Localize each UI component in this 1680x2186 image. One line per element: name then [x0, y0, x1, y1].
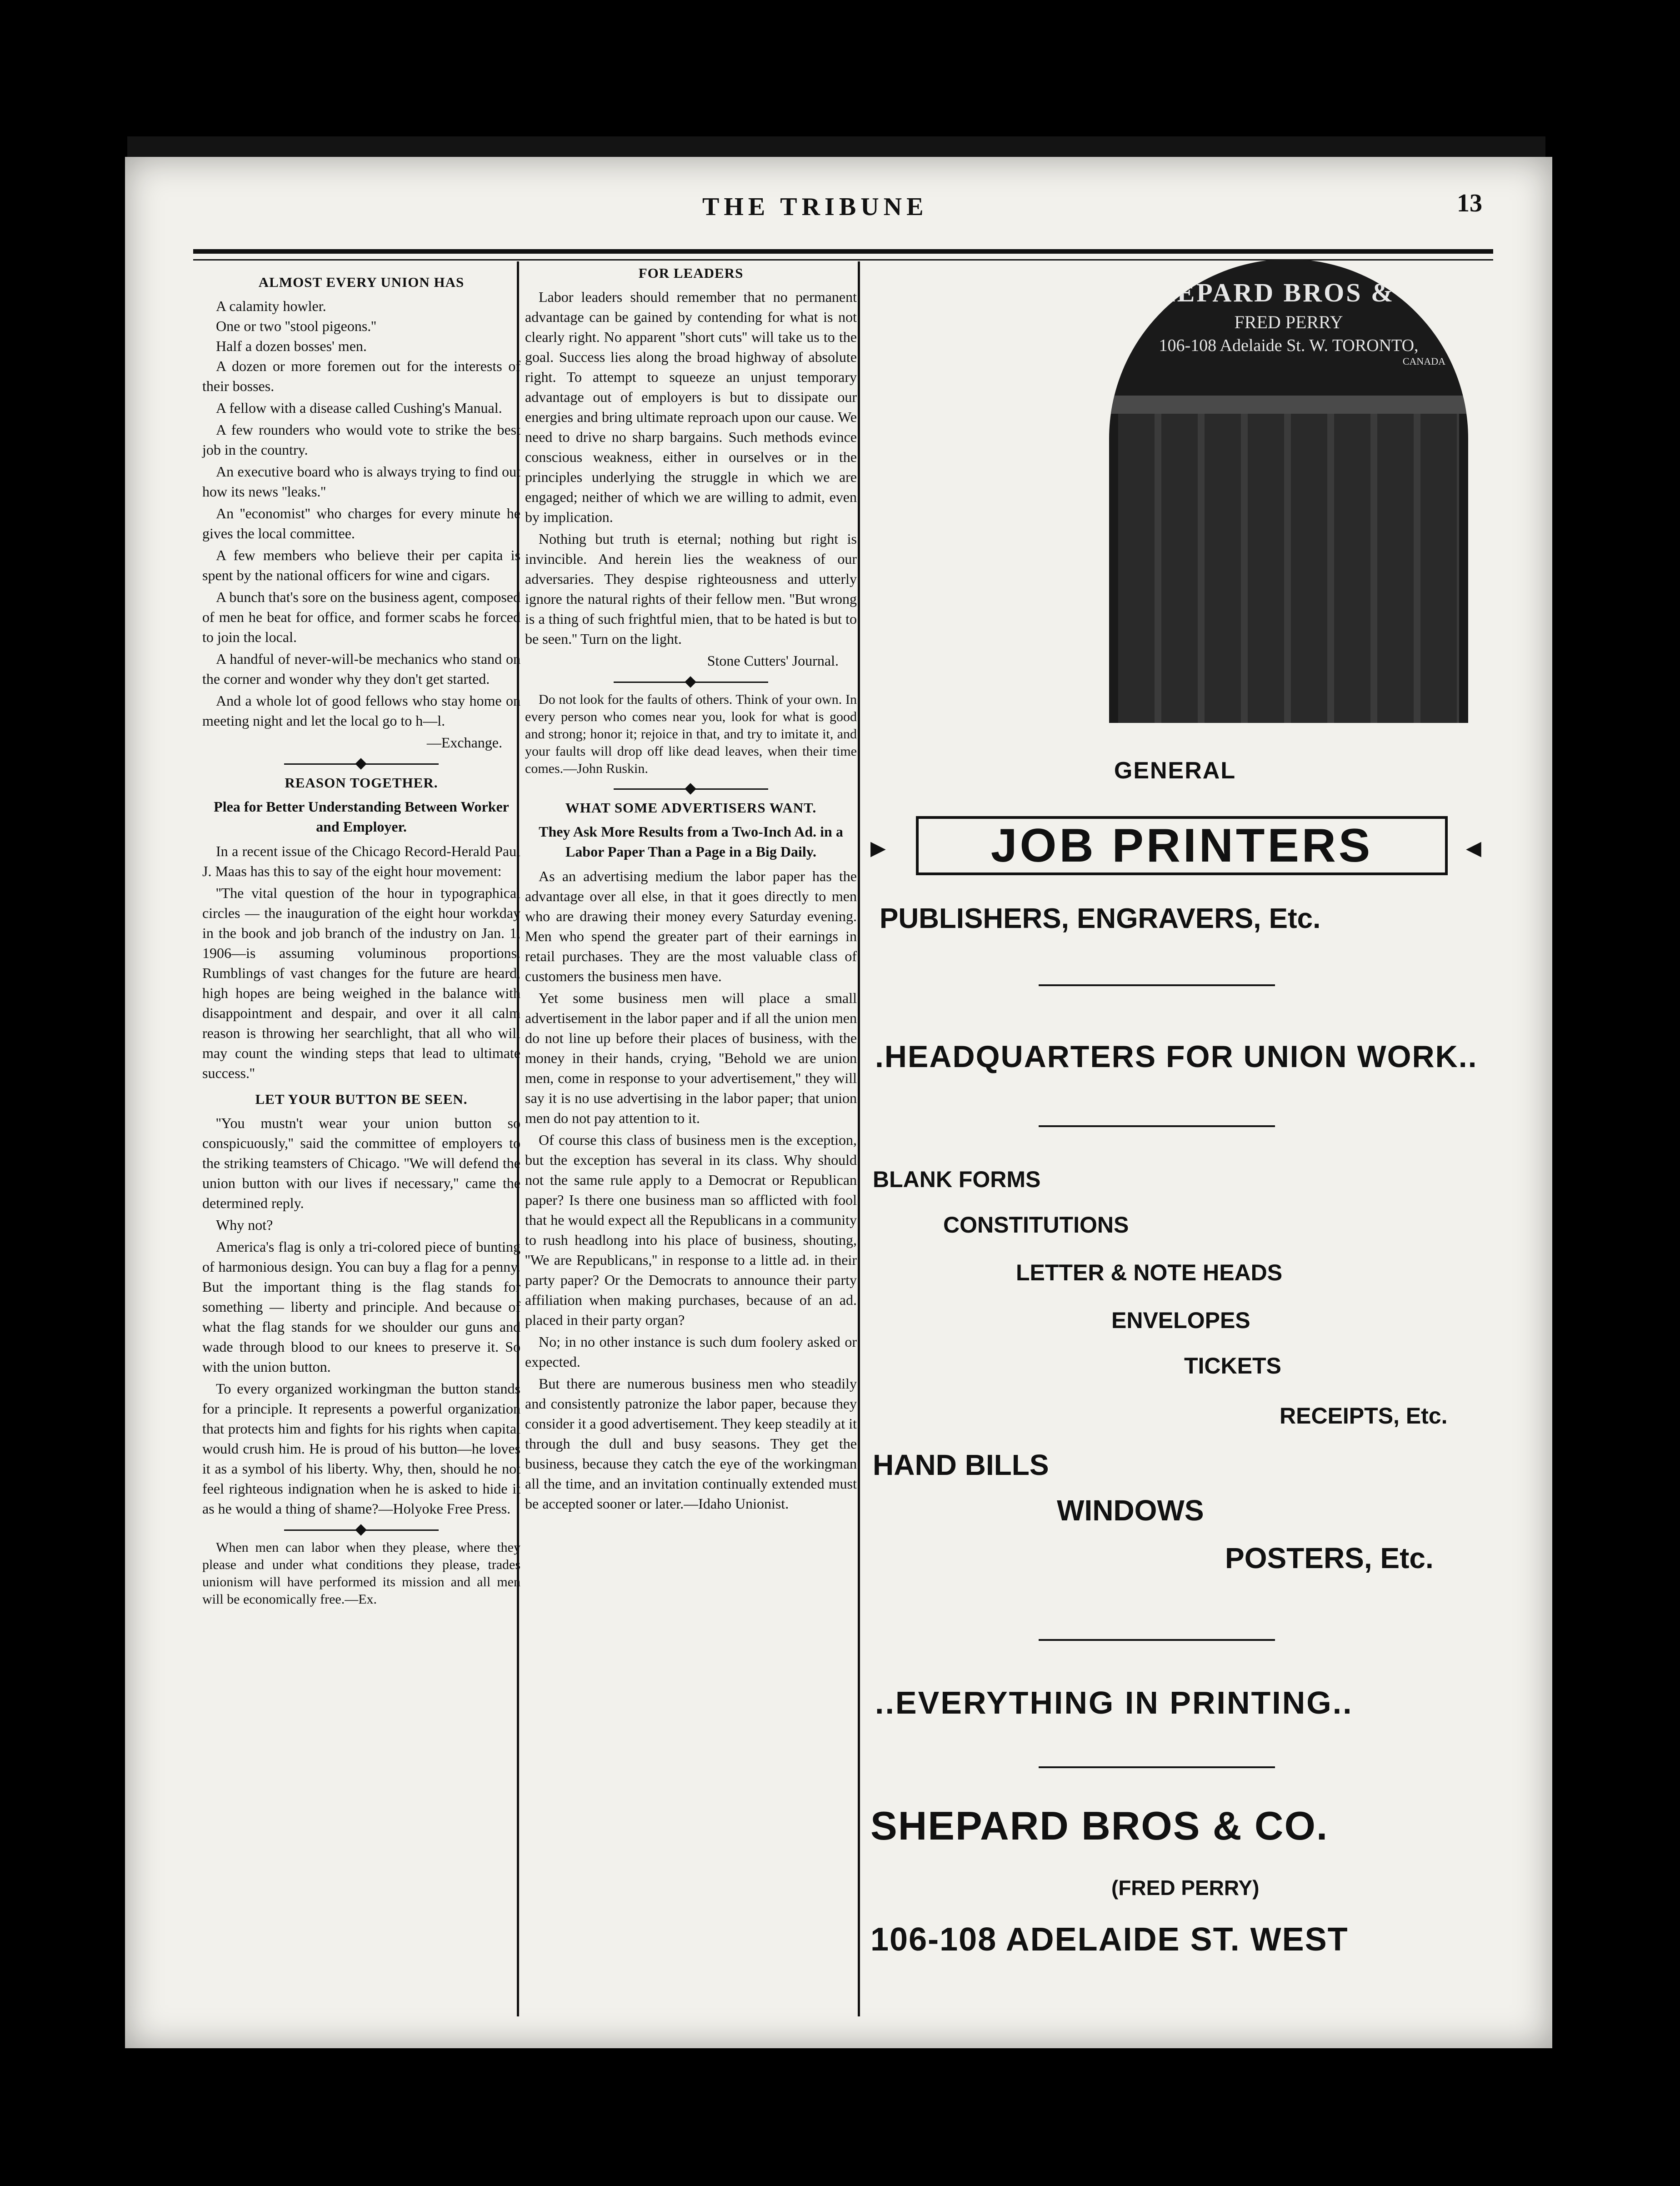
article-paragraph: ''You mustn't wear your union button so conspicuously,'' said the committee of employers to the striking teamsters of Chicago. ''We will defend the union button with our lives if necessary,'' came the determined reply.: [202, 1115, 520, 1211]
ad-item-envelopes: ENVELOPES: [1111, 1308, 1250, 1333]
building-facade: [1118, 409, 1459, 723]
ad-rule: [1039, 1766, 1275, 1768]
column-rule: [858, 261, 860, 2016]
article-line: A dozen or more foremen out for the interests of their bosses.: [202, 358, 520, 394]
article-credit: —Exchange.: [426, 734, 502, 751]
ad-rule: [1039, 1125, 1275, 1127]
article-heading: FOR LEADERS: [638, 265, 744, 281]
article-line: One or two ''stool pigeons.'': [216, 318, 376, 334]
ad-item-letter-heads: LETTER & NOTE HEADS: [1016, 1260, 1283, 1285]
article-line: A handful of never-will-be mechanics who stand on the corner and wonder why they don't get started.: [202, 651, 520, 687]
article-line: Half a dozen bosses' men.: [216, 338, 367, 354]
article-heading: ALMOST EVERY UNION HAS: [258, 274, 465, 290]
closing-paragraph: When men can labor when they please, where they please and under what conditions they please, trades unionism will have performed its mission and all men will be economically free.—Ex.: [202, 1540, 520, 1607]
shepard-bros-advertisement: [861, 248, 1534, 2030]
arrow-right-icon: ▶: [870, 837, 886, 860]
article-line: A bunch that's sore on the business agent, composed of men he beat for office, and former scabs he forced to join the local.: [202, 589, 520, 645]
article-line: A fellow with a disease called Cushing's Manual.: [216, 400, 502, 416]
ad-general: GENERAL: [1114, 757, 1236, 784]
article-line: A calamity howler.: [216, 298, 326, 314]
job-printers-title: JOB PRINTERS: [990, 819, 1373, 872]
article-paragraph: As an advertising medium the labor paper has the advantage over all else, in that it goes directly to men who are drawing their money every Saturday evening. Men who spend the greater part of their earnings in retail purchases. They are the most valuable class of customers the business men have.: [525, 868, 857, 984]
ad-publishers: PUBLISHERS, ENGRAVERS, Etc.: [880, 903, 1321, 934]
article-paragraph: Why not?: [216, 1217, 273, 1233]
article-line: An executive board who is always trying to find out how its news ''leaks.'': [202, 463, 520, 500]
article-paragraph: No; in no other instance is such dum foolery asked or expected.: [525, 1334, 857, 1370]
article-line: An ''economist'' who charges for every minute he gives the local committee.: [202, 505, 520, 541]
page-header: [125, 184, 1552, 230]
ad-item-tickets: TICKETS: [1184, 1353, 1281, 1379]
section-divider: [614, 788, 768, 790]
section-divider: [284, 1529, 439, 1531]
job-printers-box: [916, 816, 1448, 875]
article-credit: Stone Cutters' Journal.: [707, 652, 839, 669]
ad-address: 106-108 ADELAIDE ST. WEST: [870, 1921, 1349, 1958]
section-divider: [284, 763, 439, 765]
column-1: [202, 266, 520, 1610]
article-paragraph: To every organized workingman the button stands for a principle. It represents a powerful organization that protects him and fights for his rights when capital would crush him. He is proud of his button—he loves it as a symbol of his liberty. Why, then, should he not feel righteous indignation when he is asked to hide it as he would a thing of shame?—Holyoke Free Press.: [202, 1380, 520, 1517]
article-paragraph: But there are numerous business men who steadily and consistently patronize the labor paper, because they consider it a good advertisement. They keep steadily at it through the dull and busy seasons. They get the business, because they catch the eye of the workingman all the time, and an invitation continually extended must be accepted sooner or later.—Idaho Unionist.: [525, 1375, 857, 1512]
article-subheading: Plea for Better Understanding Between Worker and Employer.: [214, 798, 509, 835]
ad-firm-name: SHEPARD BROS & CO.: [870, 1803, 1329, 1848]
storefront-sign: [1109, 277, 1468, 367]
ad-item-receipts: RECEIPTS, Etc.: [1280, 1403, 1448, 1429]
storefront-photo: [1109, 259, 1468, 723]
article-heading: LET YOUR BUTTON BE SEEN.: [255, 1091, 468, 1107]
sign-proprietor: FRED PERRY: [1234, 312, 1343, 332]
article-paragraph: Labor leaders should remember that no permanent advantage can be gained by contending for what is not clearly right. No apparent ''short cuts'' will take us to the goal. Success lies along the broad highway of absolute right. To attempt to squeeze an unjust temporary advantage out of employers is but to dissipate our energies and bring ultimate reproach upon our cause. We need to drive no sharp bargains. Such methods evince conscious weakness, either in ourselves or in the principles underlying the struggle in which we are engaged; neither of which we are willing to admit, even by implication.: [525, 289, 857, 525]
ad-everything: ..EVERYTHING IN PRINTING..: [875, 1685, 1353, 1720]
ad-rule: [1039, 1639, 1275, 1641]
masthead: THE TRIBUNE: [702, 193, 928, 221]
article-paragraph: America's flag is only a tri-colored piece of bunting of harmonious design. You can buy a flag for a penny. But the important thing is the flag stands for something — liberty and principle. And because of what the flag stands for we shoulder our guns and wade through blood to our knees to preserve it. So with the union button.: [202, 1238, 520, 1375]
article-heading: WHAT SOME ADVERTISERS WANT.: [565, 800, 817, 816]
article-line: And a whole lot of good fellows who stay home on meeting night and let the local go to h—l.: [202, 692, 520, 729]
article-paragraph: Of course this class of business men is the exception, but the exception has several in its class. Why should not the same rule apply to a Democrat or Republican paper? Is there one business man so afflicted with fool that he would expect all the Republicans in a community to rush headlong into his place of business, shouting, ''We are Republicans,'' in response to a little ad. in their party paper? Or the Democrats to announce their party affiliation when making purchases, because of an ad. placed in their party organ?: [525, 1132, 857, 1328]
ad-headquarters: .HEADQUARTERS FOR UNION WORK..: [875, 1039, 1478, 1074]
ad-proprietor: (FRED PERRY): [1111, 1876, 1260, 1900]
arrow-left-icon: ◀: [1466, 837, 1481, 860]
column-2: [525, 257, 857, 1515]
sign-address: 106-108 Adelaide St. W. TORONTO,: [1159, 336, 1419, 355]
ad-item-constitutions: CONSTITUTIONS: [943, 1212, 1129, 1238]
ruskin-quote: Do not look for the faults of others. Think of your own. In every person who comes near you, look for what is good and strong; honor it; rejoice in that, and try to imitate it, and your faults will drop off like dead leaves, when their time comes.—John Ruskin.: [525, 692, 857, 776]
article-subheading: They Ask More Results from a Two-Inch Ad. in a Labor Paper Than a Page in a Big Daily.: [539, 823, 843, 860]
article-line: A few rounders who would vote to strike the best job in the country.: [202, 421, 520, 458]
page-number: 13: [1457, 189, 1482, 217]
sign-firm-name: SHEPARD BROS & Co: [1138, 278, 1439, 307]
article-paragraph: Yet some business men will place a small advertisement in the labor paper and if all the union men do not line up before their places of business, with the money in their hands, crying, ''Behold we are union men, come in response to your advertisement,'' they will say it is no use advertising in the labor paper; that union men do not pay attention to it.: [525, 990, 857, 1126]
sign-country: CANADA: [1402, 356, 1445, 367]
job-printers-banner: [861, 816, 1534, 880]
ad-item-blank-forms: BLANK FORMS: [873, 1167, 1041, 1192]
ad-rule: [1039, 984, 1275, 986]
section-divider: [614, 682, 768, 683]
building-cornice: [1109, 396, 1468, 414]
ad-item-windows: WINDOWS: [1057, 1494, 1204, 1527]
article-heading: REASON TOGETHER.: [285, 775, 438, 791]
newspaper-page: [125, 157, 1552, 2048]
ad-item-hand-bills: HAND BILLS: [873, 1449, 1049, 1481]
article-paragraph: ''The vital question of the hour in typographical circles — the inauguration of the eight hour workday in the book and job branch of the industry on Jan. 1, 1906—is assuming voluminous proportions. Rumblings of vast changes for the future are heard, high hopes are being weighed in the balance with disappointment and despair, and over it all calm reason is throwing her searchlight, that all who will may count the winding steps that lead to ultimate success.'': [202, 885, 520, 1081]
ad-item-posters: POSTERS, Etc.: [1225, 1542, 1434, 1574]
article-paragraph: Nothing but truth is eternal; nothing but right is invincible. And herein lies the weakness of our adversaries. They despise righteousness and utterly ignore the natural rights of their fellow men. ''But wrong is a thing of such frightful mien, that to be hated is but to be seen.'' Turn on the light.: [525, 531, 857, 647]
article-line: A few members who believe their per capita is spent by the national officers for wine and cigars.: [202, 547, 520, 583]
article-paragraph: In a recent issue of the Chicago Record-Herald Paul J. Maas has this to say of the eight hour movement:: [202, 843, 520, 879]
